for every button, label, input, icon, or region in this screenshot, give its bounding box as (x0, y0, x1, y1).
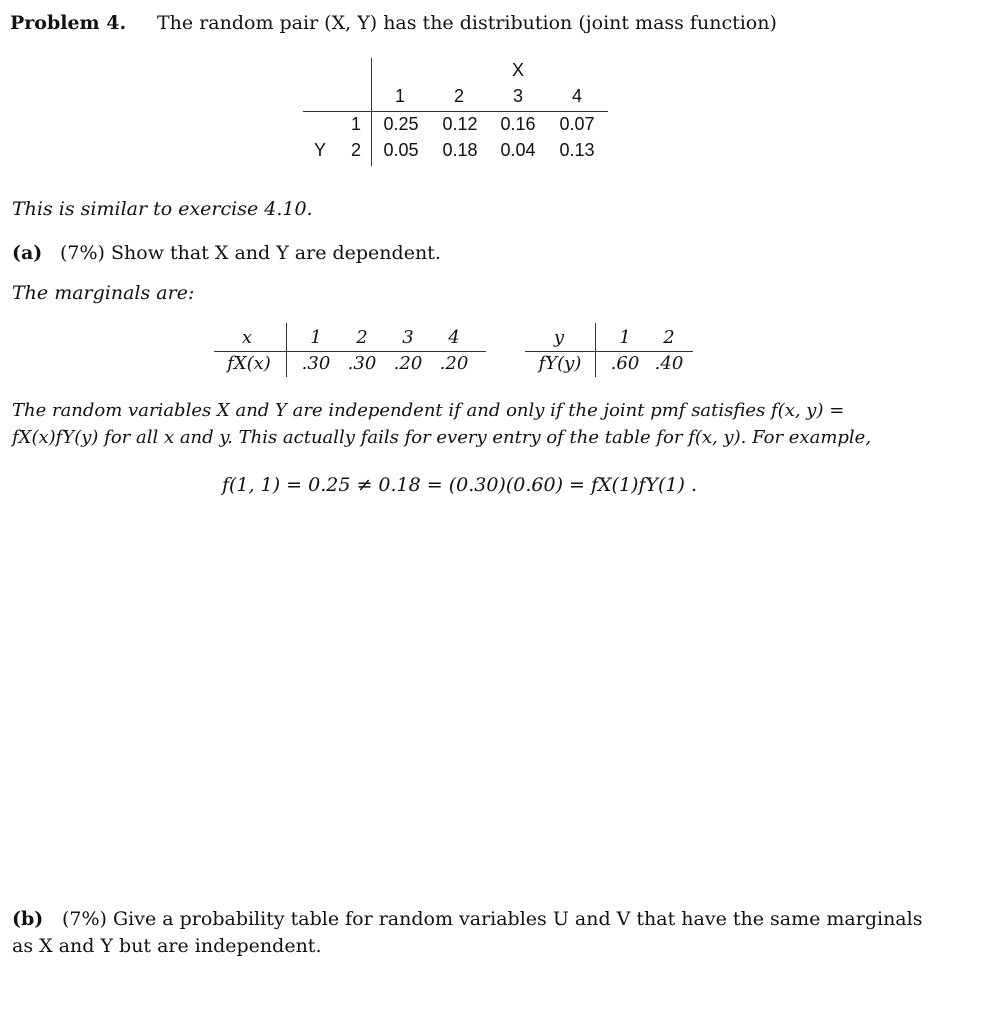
marginal-x-func-label: fX(x) (227, 353, 271, 374)
x-value-header: 4 (571, 86, 582, 106)
joint-prob-cell: 0.25 (383, 114, 419, 134)
part-a-label-text: (a) (12, 242, 43, 264)
marginal-x-prob: .20 (393, 353, 423, 374)
problem-label: Problem 4. (10, 12, 127, 34)
part-b-label-text: (b) (12, 908, 44, 930)
marginals-intro: The marginals are: (12, 282, 195, 304)
joint-prob-cell: 0.13 (559, 140, 595, 160)
table-horizontal-rule (303, 111, 608, 112)
joint-prob-cell: 0.07 (559, 114, 595, 134)
table-vertical-rule (371, 58, 372, 166)
joint-prob-cell: 0.04 (500, 140, 536, 160)
similar-exercise-note: This is similar to exercise 4.10. (12, 198, 313, 220)
marginal-y-table (525, 323, 695, 379)
marginal-x-prob: .20 (439, 353, 469, 374)
explanation-line-1: The random variables X and Y are independent if and only if the joint pmf satisfies f(x, y) = (12, 400, 845, 421)
problem-statement-text: The random pair (X, Y) has the distribution (joint mass function) (157, 12, 777, 34)
explanation-line-2: fX(x)fY(y) for all x and y. This actually fails for every entry of the table for f(x, y). For example, (12, 427, 872, 448)
counterexample-equation: f(1, 1) = 0.25 ≠ 0.18 = (0.30)(0.60) = fX(1)fY(1) . (222, 474, 698, 496)
y-value-header: 2 (350, 140, 361, 160)
marginal-x-prob: .30 (301, 353, 331, 374)
y-value-header: 1 (350, 114, 361, 134)
x-value-header: 1 (394, 86, 405, 106)
marginal-x-value: 1 (310, 327, 322, 348)
part-a-label (12, 242, 42, 264)
marginal-y-func-label: fY(y) (538, 353, 582, 374)
marginal-x-value: 4 (448, 327, 460, 348)
joint-distribution-table (300, 58, 610, 168)
marginal-y-prob: .40 (654, 353, 684, 374)
x-value-header: 3 (512, 86, 523, 106)
joint-prob-cell: 0.12 (442, 114, 478, 134)
marginal-x-vertical-rule (286, 323, 287, 377)
x-value-header: 2 (453, 86, 464, 106)
joint-prob-cell: 0.05 (383, 140, 419, 160)
marginal-x-value: 2 (356, 327, 368, 348)
part-b-text-line-1: (7%) Give a probability table for random variables U and V that have the same marginals (62, 908, 923, 930)
marginal-y-vertical-rule (595, 323, 596, 377)
problem-header (10, 12, 126, 34)
y-variable-label: Y (313, 140, 326, 160)
marginal-y-value: 2 (663, 327, 675, 348)
marginal-x-value: 3 (402, 327, 414, 348)
marginal-y-value: 1 (619, 327, 631, 348)
marginal-y-var-label: y (553, 327, 565, 348)
marginal-x-prob: .30 (347, 353, 377, 374)
joint-prob-cell: 0.18 (442, 140, 478, 160)
x-variable-label: X (511, 60, 524, 80)
problem-statement (157, 12, 777, 34)
marginal-y-horizontal-rule (525, 351, 693, 352)
part-b-text-line-2: as X and Y but are independent. (12, 935, 322, 957)
part-a-text: (7%) Show that X and Y are dependent. (60, 242, 441, 264)
marginal-x-var-label: x (241, 327, 253, 348)
marginal-x-table (214, 323, 489, 379)
part-b-label (12, 908, 43, 930)
joint-prob-cell: 0.16 (500, 114, 536, 134)
marginal-y-prob: .60 (610, 353, 640, 374)
marginal-x-horizontal-rule (214, 351, 486, 352)
